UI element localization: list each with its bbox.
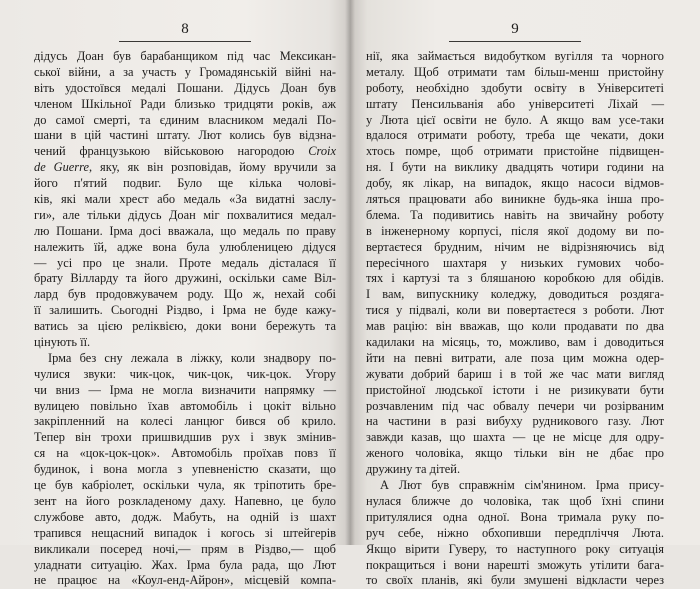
text-line	[366, 160, 664, 176]
line-text: чений французькою військовою нагородою	[34, 144, 309, 159]
line-text: руч себе, ніжно обхопивши передпліччя Люта.	[366, 525, 664, 540]
line-text: її залишить. Сьогодні Різдво, і Ірма не буде кажу-	[34, 303, 336, 318]
line-text: належить їй, адже вона була улюбленицею дідуся	[34, 239, 336, 254]
line-text: І вам, випускнику коледжу, доводиться роздяга-	[366, 287, 664, 302]
line-text: у Люта цієї освіти не було. А якщо вам усе-таки	[366, 112, 664, 127]
text-line	[34, 335, 336, 351]
text-line	[34, 558, 336, 574]
line-text: ги», але тільки дідусь Доан міг похвалитися медал-	[34, 207, 336, 222]
text-line	[34, 160, 336, 176]
text-line	[366, 176, 664, 192]
line-text: до самої смерті, та єдиним власником медалі По-	[34, 112, 336, 127]
text-line	[366, 573, 664, 589]
line-text: це був кабріолет, оскільки чула, як тріпотить бре-	[34, 478, 336, 493]
text-line	[366, 414, 664, 430]
text-line	[34, 446, 336, 462]
line-text: ватись за цією реліквією, доки вони бережуть та	[34, 319, 336, 334]
text-line	[366, 446, 664, 462]
line-text: , яку, як він розповідав, йому вручили за	[88, 160, 336, 175]
right-page	[350, 0, 700, 588]
text-line	[34, 478, 336, 494]
line-text: йти на певні витрати, але поза цим можна одер-	[366, 350, 664, 365]
line-text: завжди казав, що шахта — це не місце для одру-	[366, 430, 664, 445]
text-line	[366, 526, 664, 542]
text-line	[34, 542, 336, 558]
page-text	[366, 49, 664, 589]
text-line	[366, 319, 664, 335]
left-page	[0, 0, 350, 588]
line-text: уладнати ситуацію. Жах. Ірма була рада, що Лют	[34, 557, 336, 572]
line-text: членом Шкільної Ради близько тридцяти років, аж	[34, 96, 336, 111]
text-line	[366, 399, 664, 415]
page-number: 8	[181, 21, 189, 37]
text-line	[34, 192, 336, 208]
text-line	[34, 494, 336, 510]
text-line	[34, 97, 336, 113]
line-text: віть удостоївся медалі Пошани. Дідусь Доан був	[34, 80, 336, 95]
text-line	[366, 208, 664, 224]
line-text: ської війни, а за участь у Громадянській війні на-	[34, 64, 336, 79]
line-text: хтось помре, щоб отримати пристойне підвищен-	[366, 144, 664, 159]
page-text	[34, 49, 336, 589]
text-line	[366, 303, 664, 319]
line-text: блема. Та подивитись навіть на звичайну роботу	[366, 207, 664, 222]
text-line	[366, 113, 664, 129]
text-line	[366, 430, 664, 446]
text-line	[366, 462, 664, 478]
line-text: лард був продовжувачем роду. Що ж, нехай собі	[34, 287, 336, 302]
page-number: 9	[511, 21, 519, 37]
text-line	[34, 224, 336, 240]
text-line	[34, 287, 336, 303]
text-line	[34, 113, 336, 129]
line-text: чи вниз — Ірма не могла визначити напрямку —	[34, 382, 336, 397]
line-text: закріпленний на колесі ланцюг бився об крило.	[34, 414, 336, 429]
line-text: кадилаки на місяць, то, можливо, вам і доводиться	[366, 335, 664, 350]
line-text: викликали посеред ночі,— прям в Різдво,— щоб	[34, 541, 336, 556]
line-text: притулялися одна одної. Вона тримала руку по-	[366, 509, 664, 524]
line-text: вертаєтеся брудним, нічим не відрізняючись від	[366, 239, 664, 254]
text-line	[34, 319, 336, 335]
line-text: дружину та дітей.	[366, 462, 461, 477]
line-text: нулася ближче до чоловіка, так щоб їхні спини	[366, 493, 664, 508]
line-text: ся на «цок-цок-цок». Автомобіль проїхав повз її	[34, 446, 336, 461]
line-text: дідусь Доан був барабанщиком під час Мексикан-	[34, 49, 336, 63]
text-line	[34, 383, 336, 399]
text-line	[366, 97, 664, 113]
text-line	[34, 176, 336, 192]
line-text: роботу, необхідно здобути освіту в Університеті	[366, 80, 664, 95]
line-text: металу. Щоб отримати там більш-менш пристойну	[366, 64, 664, 79]
text-line	[366, 81, 664, 97]
line-text: штату Пенсильванія або університеті Ліхай —	[366, 96, 664, 111]
text-line	[34, 462, 336, 478]
text-line	[366, 287, 664, 303]
text-line	[34, 208, 336, 224]
text-line	[34, 573, 336, 589]
italic-phrase: Croix	[308, 144, 336, 159]
line-text: зент на його розкладеному даху. Напевно, це було	[34, 493, 336, 508]
text-line	[366, 271, 664, 287]
text-line	[366, 240, 664, 256]
line-text: нії, яка займається видобутком вугілля та чорного	[366, 49, 664, 63]
line-text: не працює на «Коул-енд-Айрон», місцевій компа-	[34, 573, 336, 588]
line-text: цінують її.	[34, 335, 91, 350]
line-text: тях і картузі та з бляшаною коробкою для обідів.	[366, 271, 664, 286]
text-line	[366, 367, 664, 383]
text-line	[366, 510, 664, 526]
text-line	[366, 144, 664, 160]
text-line	[34, 128, 336, 144]
line-text: його п'ятий подвиг. Було ще кілька чолові-	[34, 176, 336, 191]
line-text: ків, які мали хрест або медаль «За видатні заслу-	[34, 192, 336, 207]
line-text: чулися звуки: чик-цок, чик-цок, чик-цок. Угору	[34, 366, 336, 381]
header-rule	[449, 41, 581, 42]
line-text: жувати добрий бариш і в той же час мати вигляд	[366, 366, 664, 381]
text-line	[34, 49, 336, 65]
text-line	[34, 81, 336, 97]
text-line	[34, 65, 336, 81]
text-line	[366, 558, 664, 574]
line-text: будинок, і вона могла з упевненістю сказати, що	[34, 462, 336, 477]
line-text: вдалося отримати роботу, треба ще чекати, доки	[366, 128, 664, 143]
line-text: А Лют був справжнім сім'янином. Ірма прису-	[380, 478, 664, 493]
line-text: пристойної людської істоти і не ризикувати бути	[366, 382, 664, 397]
text-line	[34, 430, 336, 446]
line-text: добу, як лікар, на випадок, якщо насоси відмов-	[366, 176, 664, 191]
text-line	[366, 494, 664, 510]
text-line	[34, 271, 336, 287]
text-line	[366, 542, 664, 558]
text-line	[366, 192, 664, 208]
text-line	[34, 510, 336, 526]
text-line	[34, 367, 336, 383]
text-line	[366, 351, 664, 367]
text-line	[366, 478, 664, 494]
text-line	[366, 65, 664, 81]
line-text: Ірма без сну лежала в ліжку, коли знадвору по-	[48, 350, 336, 365]
italic-phrase: de Guerre	[34, 160, 89, 175]
text-line	[366, 224, 664, 240]
text-line	[366, 335, 664, 351]
line-text: ня. І бути на виклику двадцять чотири години на	[366, 160, 664, 175]
text-line	[366, 128, 664, 144]
line-text: лю Пошани. Ірма досі вважала, що медаль по праву	[34, 223, 336, 238]
text-line	[34, 303, 336, 319]
line-text: в інженерному корпусі, після якої додому ви по-	[366, 223, 664, 238]
text-line	[366, 49, 664, 65]
line-text: вулицею повільно їхав автомобіль і цокіт вільно	[34, 398, 336, 413]
line-text: на частини в разі вибуху рудникового газу. Лют	[366, 414, 664, 429]
line-text: розчавленим під час обвалу печери чи розірваним	[366, 398, 664, 413]
line-text: пересічного шахтаря у низьких гумових чобо-	[366, 255, 664, 270]
line-text: — усі про це знали. Проте медаль дісталася її	[34, 255, 336, 270]
text-line	[34, 399, 336, 415]
header-rule	[119, 41, 251, 42]
line-text: службове авто, додж. Мабуть, на одній із шахт	[34, 509, 336, 524]
text-line	[366, 256, 664, 272]
line-text: то своїх планів, які були змушені відкласти через	[366, 573, 664, 588]
text-line	[34, 240, 336, 256]
line-text: мав рацію: він вважав, що коли продавати по два	[366, 319, 664, 334]
line-text: трапився нещасний випадок і когось зі штейгерів	[34, 525, 336, 540]
line-text: Тепер він трохи пришвидшив рух і звук змінив-	[34, 430, 336, 445]
line-text: Якщо вірити Гуверу, то наступного року ситуація	[366, 541, 664, 556]
line-text: женого чоловіка, якщо тільки він не дбає про	[366, 446, 664, 461]
text-line	[34, 256, 336, 272]
line-text: шани в цій частині штату. Лют колись був відзна-	[34, 128, 336, 143]
line-text: тися у підвалі, коли ви повертаєтеся з роботи. Лют	[366, 303, 664, 318]
book-gutter	[345, 0, 355, 545]
line-text: ляться працювати або виникне будь-яка інша про-	[366, 192, 664, 207]
text-line	[34, 144, 336, 160]
text-line	[34, 526, 336, 542]
text-line	[366, 383, 664, 399]
text-line	[34, 414, 336, 430]
line-text: брату Вілларду та його дружині, оскільки саме Віл-	[34, 271, 336, 286]
line-text: покращиться і вони нарешті зможуть утілити бага-	[366, 557, 664, 572]
text-line	[34, 351, 336, 367]
